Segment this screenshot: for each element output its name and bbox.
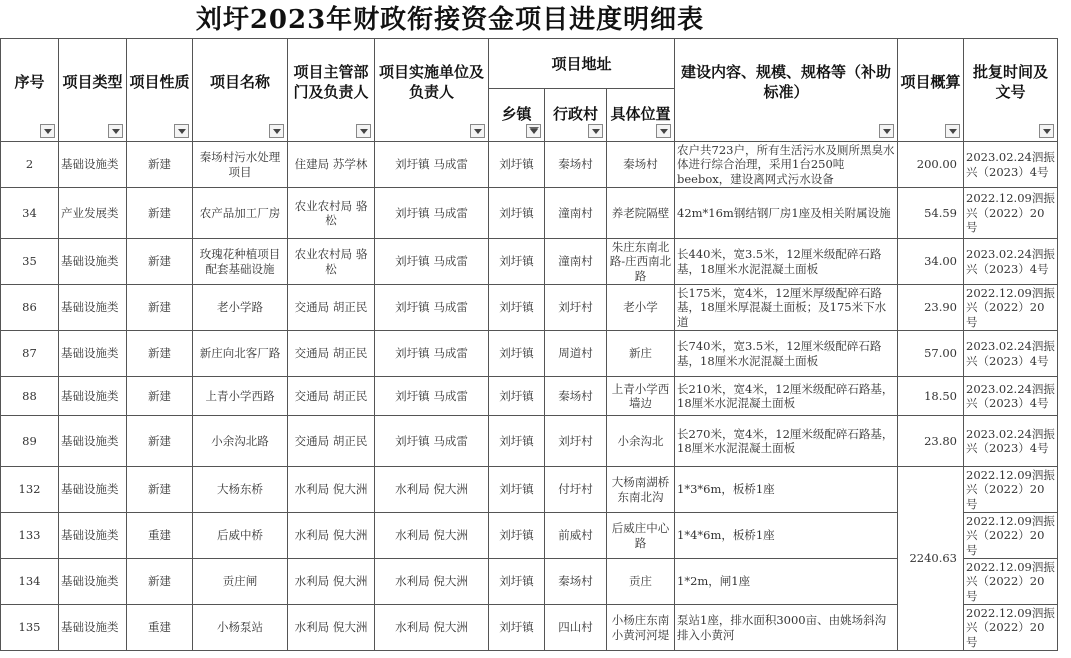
cell-town[interactable]: 刘圩镇 <box>489 285 545 331</box>
cell-dept[interactable]: 交通局 胡正民 <box>288 416 375 467</box>
header-impl: 项目实施单位及负责人 <box>375 39 489 142</box>
cell-seq[interactable]: 87 <box>1 331 59 377</box>
cell-dept[interactable]: 农业农村局 骆松 <box>288 239 375 285</box>
cell-location[interactable]: 新庄 <box>607 331 675 377</box>
cell-approval[interactable]: 2023.02.24泗振兴（2023）4号 <box>964 377 1058 416</box>
cell-nature[interactable]: 新建 <box>127 559 193 605</box>
cell-name[interactable]: 贡庄闸 <box>193 559 288 605</box>
cell-location[interactable]: 贡庄 <box>607 559 675 605</box>
cell-town[interactable]: 刘圩镇 <box>489 559 545 605</box>
cell-budget[interactable]: 57.00 <box>898 331 964 377</box>
cell-type[interactable]: 基础设施类 <box>59 559 127 605</box>
filter-dropdown-icon[interactable] <box>269 124 284 138</box>
cell-content[interactable]: 泵站1座，排水面积3000亩、由姚场斜沟排入小黄河 <box>675 605 898 651</box>
cell-seq[interactable]: 35 <box>1 239 59 285</box>
cell-approval[interactable]: 2022.12.09泗振兴（2022）20号 <box>964 605 1058 651</box>
cell-town[interactable]: 刘圩镇 <box>489 142 545 188</box>
cell-budget[interactable]: 18.50 <box>898 377 964 416</box>
cell-town[interactable]: 刘圩镇 <box>489 605 545 651</box>
cell-type[interactable]: 产业发展类 <box>59 188 127 239</box>
cell-dept[interactable]: 水利局 倪大洲 <box>288 513 375 559</box>
cell-name[interactable]: 上青小学西路 <box>193 377 288 416</box>
cell-type[interactable]: 基础设施类 <box>59 142 127 188</box>
cell-impl[interactable]: 刘圩镇 马成雷 <box>375 188 489 239</box>
cell-location[interactable]: 大杨南湖桥东南北沟 <box>607 467 675 513</box>
cell-nature[interactable]: 新建 <box>127 142 193 188</box>
cell-town[interactable]: 刘圩镇 <box>489 377 545 416</box>
cell-budget[interactable]: 34.00 <box>898 239 964 285</box>
cell-type[interactable]: 基础设施类 <box>59 513 127 559</box>
cell-nature[interactable]: 新建 <box>127 239 193 285</box>
filter-dropdown-icon[interactable] <box>1039 124 1054 138</box>
cell-impl[interactable]: 水利局 倪大洲 <box>375 467 489 513</box>
cell-seq[interactable]: 132 <box>1 467 59 513</box>
cell-content[interactable]: 长270米，宽4米，12厘米级配碎石路基，18厘米水泥混凝土面板 <box>675 416 898 467</box>
cell-village[interactable]: 刘圩村 <box>545 416 607 467</box>
cell-town[interactable]: 刘圩镇 <box>489 416 545 467</box>
header-approval: 批复时间及文号 <box>964 39 1058 142</box>
cell-village[interactable]: 潼南村 <box>545 239 607 285</box>
filter-dropdown-icon[interactable] <box>356 124 371 138</box>
cell-content[interactable]: 农户共723户，所有生活污水及厕所黑臭水体进行综合治理，采用1台250吨beebox，建设离网式污水设备 <box>675 142 898 188</box>
cell-seq[interactable]: 88 <box>1 377 59 416</box>
cell-impl[interactable]: 水利局 倪大洲 <box>375 605 489 651</box>
cell-village[interactable]: 前威村 <box>545 513 607 559</box>
cell-content[interactable]: 42m*16m钢结钢厂房1座及相关附属设施 <box>675 188 898 239</box>
header-type: 项目类型 <box>59 39 127 142</box>
cell-village[interactable]: 周道村 <box>545 331 607 377</box>
cell-dept[interactable]: 农业农村局 骆松 <box>288 188 375 239</box>
cell-seq[interactable]: 134 <box>1 559 59 605</box>
header-dept: 项目主管部门及负责人 <box>288 39 375 142</box>
cell-village[interactable]: 秦场村 <box>545 377 607 416</box>
cell-type[interactable]: 基础设施类 <box>59 377 127 416</box>
cell-location[interactable]: 小余沟北 <box>607 416 675 467</box>
cell-village[interactable]: 秦场村 <box>545 142 607 188</box>
table-row <box>1 285 1058 331</box>
cell-type[interactable]: 基础设施类 <box>59 239 127 285</box>
cell-approval[interactable]: 2022.12.09泗振兴（2022）20号 <box>964 513 1058 559</box>
filter-dropdown-icon[interactable] <box>470 124 485 138</box>
cell-dept[interactable]: 水利局 倪大洲 <box>288 605 375 651</box>
cell-impl[interactable]: 刘圩镇 马成雷 <box>375 285 489 331</box>
cell-budget[interactable]: 200.00 <box>898 142 964 188</box>
cell-nature[interactable]: 新建 <box>127 467 193 513</box>
cell-type[interactable]: 基础设施类 <box>59 285 127 331</box>
cell-type[interactable]: 基础设施类 <box>59 416 127 467</box>
cell-nature[interactable]: 新建 <box>127 416 193 467</box>
cell-type[interactable]: 基础设施类 <box>59 467 127 513</box>
cell-village[interactable]: 四山村 <box>545 605 607 651</box>
cell-location[interactable]: 秦场村 <box>607 142 675 188</box>
cell-content[interactable]: 1*3*6m，板桥1座 <box>675 467 898 513</box>
cell-name[interactable]: 新庄向北客厂路 <box>193 331 288 377</box>
cell-location[interactable]: 养老院隔壁 <box>607 188 675 239</box>
table-row <box>1 331 1058 377</box>
filter-dropdown-icon[interactable] <box>879 124 894 138</box>
cell-content[interactable]: 1*4*6m，板桥1座 <box>675 513 898 559</box>
cell-approval[interactable]: 2023.02.24泗振兴（2023）4号 <box>964 416 1058 467</box>
header-location: 具体位置 <box>607 89 675 142</box>
header-town: 乡镇 <box>489 89 545 142</box>
cell-seq[interactable]: 89 <box>1 416 59 467</box>
cell-content[interactable]: 长210米，宽4米，12厘米级配碎石路基，18厘米水泥混凝土面板 <box>675 377 898 416</box>
cell-impl[interactable]: 刘圩镇 马成雷 <box>375 239 489 285</box>
cell-dept[interactable]: 水利局 倪大洲 <box>288 467 375 513</box>
cell-location[interactable]: 朱庄东南北路-庄西南北路 <box>607 239 675 285</box>
table-row <box>1 239 1058 285</box>
cell-seq[interactable]: 135 <box>1 605 59 651</box>
cell-name[interactable]: 玫瑰花种植项目配套基础设施 <box>193 239 288 285</box>
cell-nature[interactable]: 新建 <box>127 285 193 331</box>
cell-budget[interactable]: 23.80 <box>898 416 964 467</box>
cell-location[interactable]: 老小学 <box>607 285 675 331</box>
cell-approval[interactable]: 2022.12.09泗振兴（2022）20号 <box>964 559 1058 605</box>
table-row <box>1 142 1058 188</box>
cell-name[interactable]: 大杨东桥 <box>193 467 288 513</box>
cell-approval[interactable]: 2023.02.24泗振兴（2023）4号 <box>964 239 1058 285</box>
cell-town[interactable]: 刘圩镇 <box>489 239 545 285</box>
table-row <box>1 377 1058 416</box>
cell-town[interactable]: 刘圩镇 <box>489 513 545 559</box>
cell-content[interactable]: 长740米，宽3.5米，12厘米级配碎石路基，18厘米水泥混凝土面板 <box>675 331 898 377</box>
cell-name[interactable]: 后威中桥 <box>193 513 288 559</box>
filter-dropdown-icon[interactable] <box>588 124 603 138</box>
cell-impl[interactable]: 刘圩镇 马成雷 <box>375 142 489 188</box>
table-row <box>1 416 1058 467</box>
filter-dropdown-icon[interactable] <box>945 124 960 138</box>
header-nature: 项目性质 <box>127 39 193 142</box>
cell-content[interactable]: 长175米，宽4米，12厘米厚级配碎石路基，18厘米厚混凝土面板；及175米下水道 <box>675 285 898 331</box>
cell-dept[interactable]: 交通局 胡正民 <box>288 285 375 331</box>
cell-approval[interactable]: 2022.12.09泗振兴（2022）20号 <box>964 467 1058 513</box>
cell-approval[interactable]: 2023.02.24泗振兴（2023）4号 <box>964 142 1058 188</box>
cell-seq[interactable]: 86 <box>1 285 59 331</box>
filter-dropdown-icon[interactable] <box>656 124 671 138</box>
cell-dept[interactable]: 交通局 胡正民 <box>288 331 375 377</box>
filter-dropdown-icon[interactable] <box>108 124 123 138</box>
cell-budget[interactable]: 23.90 <box>898 285 964 331</box>
cell-town[interactable]: 刘圩镇 <box>489 188 545 239</box>
cell-content[interactable]: 1*2m，闸1座 <box>675 559 898 605</box>
cell-village[interactable]: 秦场村 <box>545 559 607 605</box>
header-village: 行政村 <box>545 89 607 142</box>
project-table <box>0 38 1058 651</box>
cell-village[interactable]: 刘圩村 <box>545 285 607 331</box>
table-row <box>1 188 1058 239</box>
cell-dept[interactable]: 交通局 胡正民 <box>288 377 375 416</box>
cell-budget[interactable]: 2240.63 <box>898 467 964 651</box>
header-content: 建设内容、规模、规格等（补助标准） <box>675 39 898 142</box>
header-address: 项目地址 <box>489 39 675 89</box>
cell-nature[interactable]: 重建 <box>127 513 193 559</box>
cell-type[interactable]: 基础设施类 <box>59 331 127 377</box>
cell-village[interactable]: 付圩村 <box>545 467 607 513</box>
page-title: 刘圩2023年财政衔接资金项目进度明细表 <box>195 5 705 35</box>
cell-impl[interactable]: 刘圩镇 马成雷 <box>375 331 489 377</box>
filter-dropdown-icon[interactable] <box>174 124 189 138</box>
cell-nature[interactable]: 重建 <box>127 605 193 651</box>
cell-name[interactable]: 农产品加工厂房 <box>193 188 288 239</box>
cell-seq[interactable]: 34 <box>1 188 59 239</box>
header-name: 项目名称 <box>193 39 288 142</box>
header-seq: 序号 <box>1 39 59 142</box>
cell-dept[interactable]: 住建局 苏学林 <box>288 142 375 188</box>
cell-dept[interactable]: 水利局 倪大洲 <box>288 559 375 605</box>
cell-name[interactable]: 小杨泵站 <box>193 605 288 651</box>
cell-location[interactable]: 上青小学西墙边 <box>607 377 675 416</box>
cell-town[interactable]: 刘圩镇 <box>489 331 545 377</box>
cell-name[interactable]: 小余沟北路 <box>193 416 288 467</box>
cell-nature[interactable]: 新建 <box>127 377 193 416</box>
cell-approval[interactable]: 2022.12.09泗振兴（2022）20号 <box>964 285 1058 331</box>
cell-content[interactable]: 长440米，宽3.5米，12厘米级配碎石路基，18厘米水泥混凝土面板 <box>675 239 898 285</box>
cell-impl[interactable]: 刘圩镇 马成雷 <box>375 377 489 416</box>
cell-name[interactable]: 老小学路 <box>193 285 288 331</box>
cell-location[interactable]: 小杨庄东南小黄河河堤 <box>607 605 675 651</box>
cell-impl[interactable]: 水利局 倪大洲 <box>375 559 489 605</box>
cell-seq[interactable]: 2 <box>1 142 59 188</box>
cell-seq[interactable]: 133 <box>1 513 59 559</box>
cell-impl[interactable]: 水利局 倪大洲 <box>375 513 489 559</box>
filter-dropdown-icon[interactable] <box>40 124 55 138</box>
cell-approval[interactable]: 2023.02.24泗振兴（2023）4号 <box>964 331 1058 377</box>
cell-budget[interactable]: 54.59 <box>898 188 964 239</box>
cell-approval[interactable]: 2022.12.09泗振兴（2022）20号 <box>964 188 1058 239</box>
cell-location[interactable]: 后威庄中心路 <box>607 513 675 559</box>
cell-impl[interactable]: 刘圩镇 马成雷 <box>375 416 489 467</box>
cell-type[interactable]: 基础设施类 <box>59 605 127 651</box>
header-budget: 项目概算 <box>898 39 964 142</box>
cell-town[interactable]: 刘圩镇 <box>489 467 545 513</box>
cell-name[interactable]: 秦场村污水处理项目 <box>193 142 288 188</box>
cell-nature[interactable]: 新建 <box>127 331 193 377</box>
table-row <box>1 467 1058 513</box>
cell-nature[interactable]: 新建 <box>127 188 193 239</box>
cell-village[interactable]: 潼南村 <box>545 188 607 239</box>
filter-active-icon[interactable] <box>526 124 541 138</box>
